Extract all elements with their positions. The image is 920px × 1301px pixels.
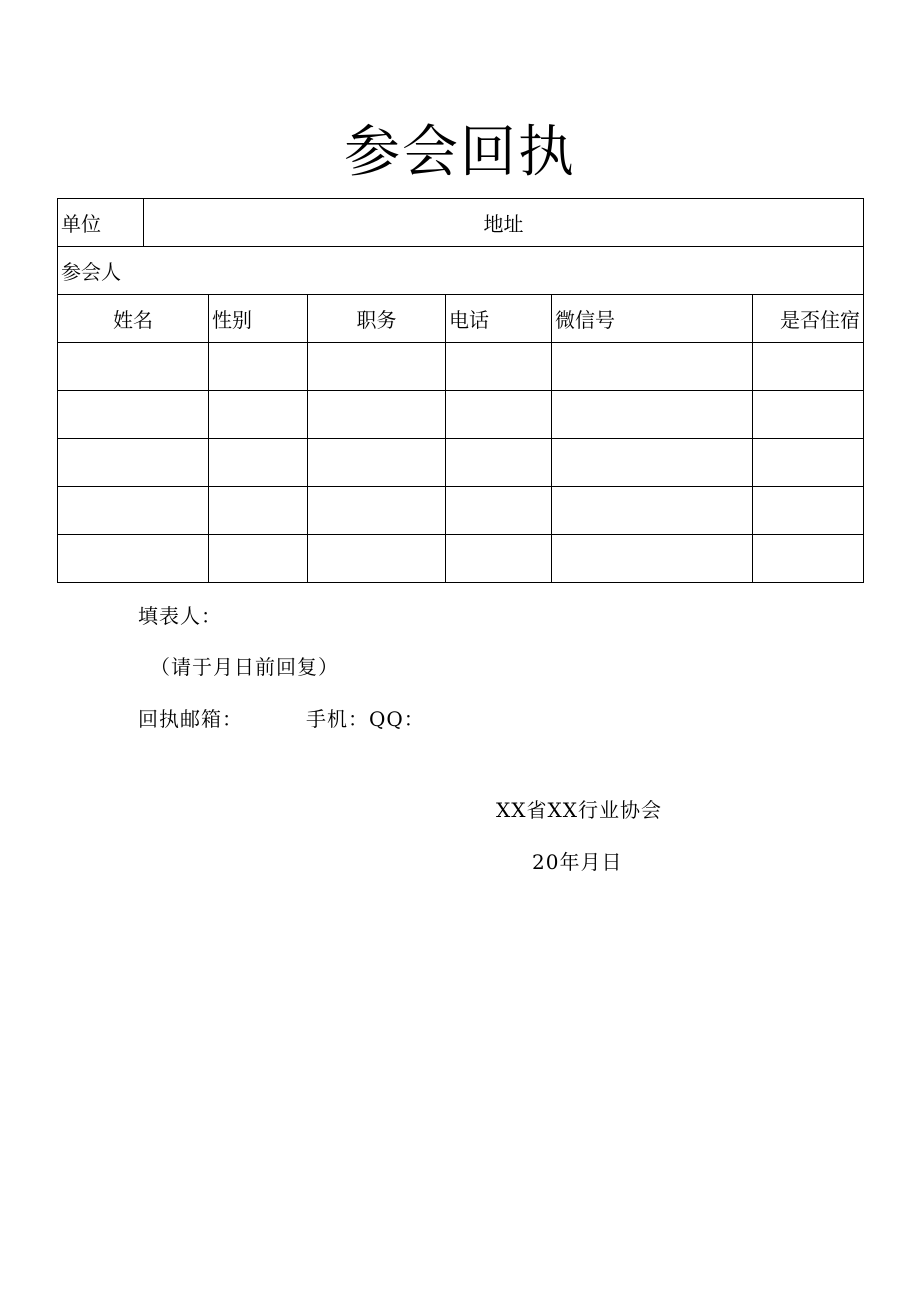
table-row xyxy=(58,343,864,391)
name-cell[interactable] xyxy=(58,343,209,391)
column-header-name: 姓名 xyxy=(58,295,209,343)
address-field[interactable] xyxy=(144,199,864,247)
gender-cell[interactable] xyxy=(209,439,308,487)
table-row xyxy=(58,487,864,535)
name-cell[interactable] xyxy=(58,487,209,535)
phone-cell[interactable] xyxy=(446,343,552,391)
wechat-cell[interactable] xyxy=(552,391,753,439)
gender-cell[interactable] xyxy=(209,535,308,583)
column-header-wechat: 微信号 xyxy=(552,295,753,343)
phone-cell[interactable] xyxy=(446,391,552,439)
name-cell[interactable] xyxy=(58,439,209,487)
filler-label: 填表人： xyxy=(138,604,222,628)
unit-label: 单位 xyxy=(58,199,144,247)
unit-row xyxy=(58,199,864,247)
position-cell[interactable] xyxy=(308,439,446,487)
column-header-position: 职务 xyxy=(308,295,446,343)
attendees-row xyxy=(58,247,864,295)
phone-qq-label: 手机：QQ： xyxy=(306,707,425,731)
table-row xyxy=(58,391,864,439)
accommodation-cell[interactable] xyxy=(753,487,864,535)
column-header-gender: 性别 xyxy=(209,295,308,343)
position-cell[interactable] xyxy=(308,343,446,391)
organization-name: XX省XX行业协会 xyxy=(496,798,662,822)
position-cell[interactable] xyxy=(308,535,446,583)
receipt-form-table xyxy=(57,198,864,583)
signature-date: 20年月日 xyxy=(532,850,623,874)
column-header-accommodation: 是否住宿 xyxy=(753,295,864,343)
name-cell[interactable] xyxy=(58,391,209,439)
header-row xyxy=(58,295,864,343)
accommodation-cell[interactable] xyxy=(753,391,864,439)
wechat-cell[interactable] xyxy=(552,343,753,391)
position-cell[interactable] xyxy=(308,391,446,439)
phone-cell[interactable] xyxy=(446,535,552,583)
name-cell[interactable] xyxy=(58,535,209,583)
reply-deadline-note: （请于月日前回复） xyxy=(150,655,339,679)
attendees-label: 参会人 xyxy=(58,247,864,295)
wechat-cell[interactable] xyxy=(552,535,753,583)
table-row xyxy=(58,439,864,487)
reply-email-label: 回执邮箱： xyxy=(138,707,243,731)
phone-cell[interactable] xyxy=(446,487,552,535)
accommodation-cell[interactable] xyxy=(753,343,864,391)
gender-cell[interactable] xyxy=(209,343,308,391)
column-header-phone: 电话 xyxy=(446,295,552,343)
gender-cell[interactable] xyxy=(209,487,308,535)
gender-cell[interactable] xyxy=(209,391,308,439)
address-label: 地址 xyxy=(483,212,524,236)
position-cell[interactable] xyxy=(308,487,446,535)
wechat-cell[interactable] xyxy=(552,487,753,535)
accommodation-cell[interactable] xyxy=(753,439,864,487)
phone-cell[interactable] xyxy=(446,439,552,487)
accommodation-cell[interactable] xyxy=(753,535,864,583)
wechat-cell[interactable] xyxy=(552,439,753,487)
table-row xyxy=(58,535,864,583)
page-title: 参会回执 xyxy=(344,120,576,185)
